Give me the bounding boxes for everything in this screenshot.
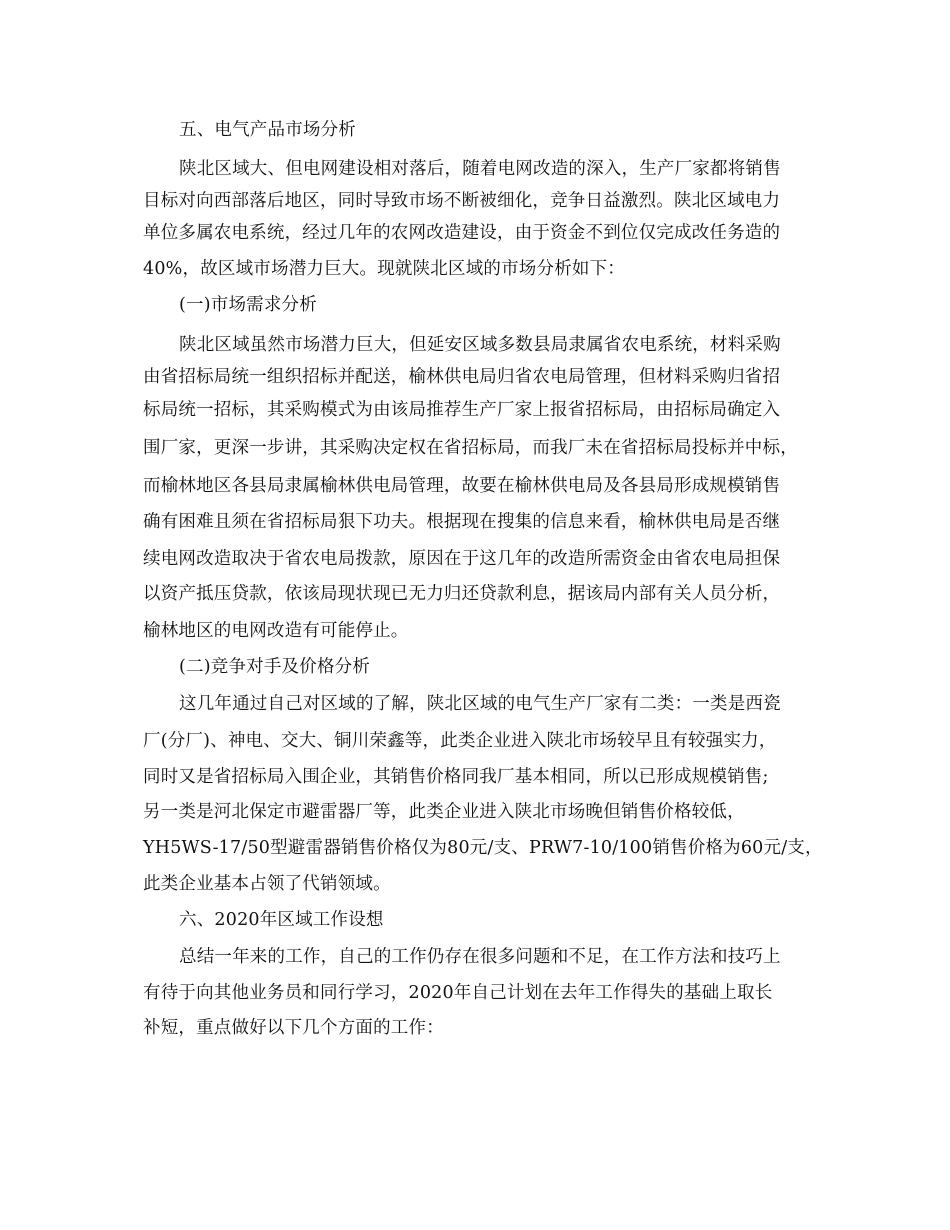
- paragraph-line: 确有困难且须在省招标局狠下功夫。根据现在搜集的信息来看，榆林供电局是否继: [143, 512, 781, 532]
- paragraph-line: 榆林地区的电网改造有可能停止。: [143, 621, 409, 641]
- paragraph-line: 总结一年来的工作，自己的工作仍存在很多问题和不足，在工作方法和技巧上: [179, 947, 781, 967]
- paragraph-line: YH5WS-17/50型避雷器销售价格仅为80元/支、PRW7-10/100销售价格为60元/支，: [143, 838, 823, 858]
- paragraph-line: 陕北区域大、但电网建设相对落后，随着电网改造的深入，生产厂家都将销售: [179, 159, 781, 179]
- paragraph-line: 厂(分厂)、神电、交大、铜川荣鑫等，此类企业进入陕北市场较早且有较强实力，: [143, 731, 777, 751]
- paragraph-line: 补短，重点做好以下几个方面的工作：: [143, 1018, 444, 1038]
- paragraph-line: 40%，故区域市场潜力巨大。现就陕北区域的市场分析如下：: [143, 259, 625, 279]
- paragraph-line: 同时又是省招标局入围企业，其销售价格同我厂基本相同，所以已形成规模销售;: [143, 767, 769, 787]
- paragraph-line: 而榆林地区各县局隶属榆林供电局管理，故要在榆林供电局及各县局形成规模销售: [143, 476, 781, 496]
- paragraph-line: 由省招标局统一组织招标并配送，榆林供电局归省农电局管理，但材料采购归省招: [143, 367, 781, 387]
- paragraph-line: 围厂家，更深一步讲，其采购决定权在省招标局，而我厂未在省招标局投标并中标，: [143, 438, 798, 458]
- subsection-heading-market-demand: (一)市场需求分析: [179, 295, 317, 315]
- paragraph-line: 此类企业基本占领了代销领域。: [143, 874, 391, 894]
- paragraph-line: 单位多属农电系统，经过几年的农网改造建设，由于资金不到位仅完成改任务造的: [143, 223, 781, 243]
- paragraph-line: 目标对向西部落后地区，同时导致市场不断被细化，竞争日益激烈。陕北区域电力: [143, 191, 781, 211]
- paragraph-line: 另一类是河北保定市避雷器厂等，此类企业进入陕北市场晚但销售价格较低，: [143, 802, 745, 822]
- paragraph-line: 这几年通过自己对区域的了解，陕北区域的电气生产厂家有二类：一类是西瓷: [179, 694, 781, 714]
- paragraph-line: 陕北区域虽然市场潜力巨大，但延安区域多数县局隶属省农电系统，材料采购: [179, 335, 781, 355]
- section-heading-five: 五、电气产品市场分析: [179, 120, 356, 140]
- paragraph-line: 以资产抵压贷款，依该局现状现已无力归还贷款利息，据该局内部有关人员分析，: [143, 584, 781, 604]
- paragraph-line: 标局统一招标，其采购模式为由该局推荐生产厂家上报省招标局，由招标局确定入: [143, 400, 781, 420]
- paragraph-line: 续电网改造取决于省农电局拨款，原因在于这几年的改造所需资金由省农电局担保: [143, 549, 781, 569]
- subsection-heading-competitors: (二)竞争对手及价格分析: [179, 657, 371, 677]
- paragraph-line: 有待于向其他业务员和同行学习，2020年自己计划在去年工作得失的基础上取长: [143, 983, 773, 1003]
- section-heading-six: 六、2020年区域工作设想: [179, 910, 384, 930]
